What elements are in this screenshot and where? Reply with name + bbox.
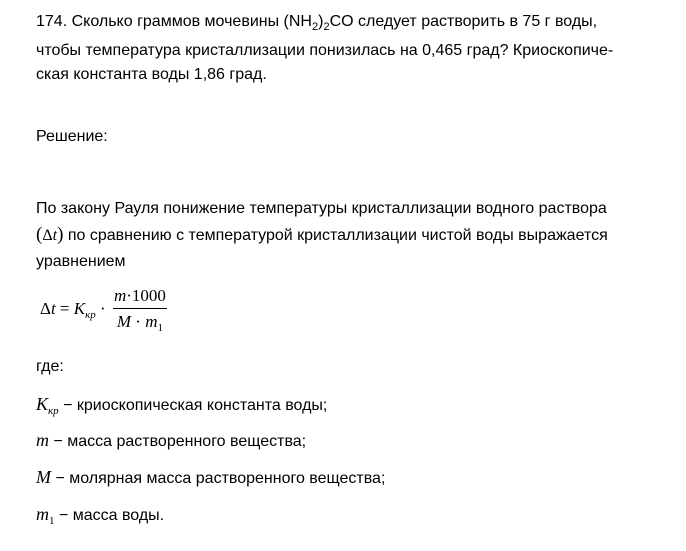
solution-label: Решение:	[36, 128, 108, 145]
intro-line-2: (Δt) по сравнению с температурой кристаллизации чистой воды выражается	[36, 224, 608, 245]
formula-denominator: $M \cdot m_1$	[113, 308, 167, 334]
problem-line-3: ская константа воды 1,86 град.	[36, 66, 267, 83]
intro-line-3: уравнением	[36, 253, 126, 270]
formula: $\Delta t = K_{кр}$ · $\frac{m\cdot 1000}{M \cdot m_1}$	[40, 286, 170, 334]
formula-fraction	[110, 286, 170, 334]
problem-line-1: 174. Сколько граммов мочевины $(NH_2)_2CO$ следует растворить в 75 г воды,	[36, 13, 598, 33]
formula-numerator: m·1000	[113, 286, 166, 305]
intro-paragraph	[36, 196, 654, 275]
problem-line-2: чтобы температура кристаллизации понизилась на 0,465 град? Криоскопиче-	[36, 42, 614, 59]
definition-m: m − масса растворенного вещества;	[36, 430, 307, 450]
definition-k-kr: $K_{кр}$ − криоскопическая константа воды;	[36, 394, 328, 417]
where-label: где:	[36, 358, 64, 375]
intro-line-1: По закону Рауля понижение температуры кристаллизации водного раствора	[36, 200, 607, 217]
definition-molar-mass: M − молярная масса растворенного вещества;	[36, 467, 386, 487]
definition-m1: $m_1$ − масса воды.	[36, 504, 165, 527]
problem-statement	[36, 10, 654, 87]
